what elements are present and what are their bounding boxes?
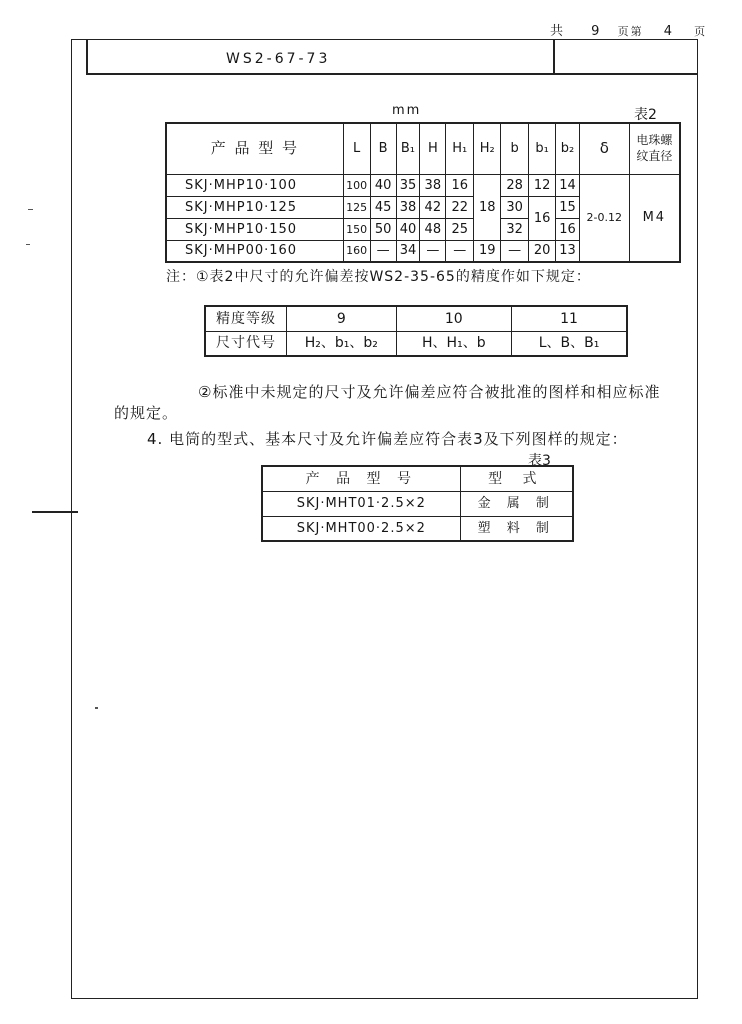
cell-H1: 25 bbox=[446, 218, 474, 240]
page-current-prefix: 第 bbox=[630, 25, 644, 38]
precision-code-row bbox=[205, 331, 627, 356]
cell-B1: 40 bbox=[396, 218, 420, 240]
cell-H2-merged: 18 bbox=[474, 174, 501, 240]
header-thread-diameter: 电珠螺纹直径 bbox=[629, 123, 680, 174]
header-b2: b₂ bbox=[556, 123, 580, 174]
cell-b2: 13 bbox=[556, 240, 580, 262]
cell-L: 100 bbox=[343, 174, 370, 196]
cell-L: 150 bbox=[343, 218, 370, 240]
cell-H1: 22 bbox=[446, 196, 474, 218]
cell-b: 30 bbox=[501, 196, 529, 218]
header-B: B bbox=[370, 123, 396, 174]
table3-header-row bbox=[262, 466, 573, 491]
codes-grade-10: H、H₁、b bbox=[396, 331, 511, 356]
table-3 bbox=[261, 465, 574, 542]
cell-b: 32 bbox=[501, 218, 529, 240]
header-left-edge bbox=[86, 39, 88, 74]
grade-10: 10 bbox=[396, 306, 511, 331]
codes-grade-9: H₂、b₁、b₂ bbox=[287, 331, 397, 356]
page-total: 9 bbox=[591, 24, 602, 39]
codes-grade-11: L、B、B₁ bbox=[512, 331, 627, 356]
cell-B: 50 bbox=[370, 218, 396, 240]
cell-model: SKJ·MHP10·150 bbox=[166, 218, 343, 240]
page-counter bbox=[550, 20, 707, 39]
header-b1: b₁ bbox=[529, 123, 556, 174]
header-model: 产 品 型 号 bbox=[262, 466, 460, 491]
note-1: 注：①表2中尺寸的允许偏差按WS2-35-65的精度作如下规定： bbox=[166, 269, 591, 285]
document-code: WS2-67-73 bbox=[226, 51, 331, 67]
precision-table bbox=[204, 305, 628, 357]
header-H1: H₁ bbox=[446, 123, 474, 174]
cell-H: — bbox=[420, 240, 446, 262]
header-divider bbox=[86, 73, 698, 75]
cell-H: 48 bbox=[420, 218, 446, 240]
item-4: 4. 电筒的型式、基本尺寸及允许偏差应符合表3及下列图样的规定： bbox=[147, 430, 628, 448]
table2-header-row bbox=[166, 123, 680, 174]
cell-model: SKJ·MHT00·2.5×2 bbox=[262, 516, 460, 541]
header-model: 产 品 型 号 bbox=[166, 123, 343, 174]
cell-model: SKJ·MHT01·2.5×2 bbox=[262, 491, 460, 516]
cell-model: SKJ·MHP00·160 bbox=[166, 240, 343, 262]
page-unit-2: 页 bbox=[694, 25, 708, 38]
cell-B1: 34 bbox=[396, 240, 420, 262]
cell-b1: 12 bbox=[529, 174, 556, 196]
note-2-line-1: ②标准中未规定的尺寸及允许偏差应符合被批准的图样和相应标准 bbox=[198, 383, 661, 401]
binding-line bbox=[32, 511, 78, 513]
table-row bbox=[262, 516, 573, 541]
cell-b1: 20 bbox=[529, 240, 556, 262]
header-type: 型 式 bbox=[460, 466, 573, 491]
cell-H1: 16 bbox=[446, 174, 474, 196]
cell-b: — bbox=[501, 240, 529, 262]
precision-grade-label: 精度等级 bbox=[205, 306, 287, 331]
margin-mark bbox=[26, 244, 30, 245]
margin-mark bbox=[95, 707, 98, 709]
cell-model: SKJ·MHP10·125 bbox=[166, 196, 343, 218]
table-row bbox=[262, 491, 573, 516]
cell-B1: 38 bbox=[396, 196, 420, 218]
dimension-code-label: 尺寸代号 bbox=[205, 331, 287, 356]
grade-11: 11 bbox=[512, 306, 627, 331]
cell-type: 塑 料 制 bbox=[460, 516, 573, 541]
header-vertical-divider bbox=[553, 39, 555, 74]
cell-model: SKJ·MHP10·100 bbox=[166, 174, 343, 196]
header-H2: H₂ bbox=[474, 123, 501, 174]
cell-thread-merged: M4 bbox=[629, 174, 680, 262]
note-2-line-2: 的规定。 bbox=[114, 404, 179, 422]
page-unit: 页 bbox=[617, 25, 631, 38]
page-current: 4 bbox=[663, 24, 674, 39]
cell-B: 45 bbox=[370, 196, 396, 218]
header-H: H bbox=[420, 123, 446, 174]
cell-H: 42 bbox=[420, 196, 446, 218]
cell-type: 金 属 制 bbox=[460, 491, 573, 516]
table2-unit: mm bbox=[392, 103, 422, 118]
cell-b1-merged: 16 bbox=[529, 196, 556, 240]
cell-b2: 16 bbox=[556, 218, 580, 240]
header-b: b bbox=[501, 123, 529, 174]
cell-H2: 19 bbox=[474, 240, 501, 262]
header-delta: δ bbox=[579, 123, 629, 174]
cell-L: 125 bbox=[343, 196, 370, 218]
table2-caption: 表2 bbox=[634, 107, 657, 123]
cell-B: — bbox=[370, 240, 396, 262]
grade-9: 9 bbox=[287, 306, 397, 331]
header-B1: B₁ bbox=[396, 123, 420, 174]
precision-grade-row bbox=[205, 306, 627, 331]
table3-caption: 表3 bbox=[528, 453, 551, 469]
margin-mark bbox=[28, 209, 33, 210]
header-L: L bbox=[343, 123, 370, 174]
cell-L: 160 bbox=[343, 240, 370, 262]
cell-delta-merged: 2-0.12 bbox=[579, 174, 629, 262]
cell-H: 38 bbox=[420, 174, 446, 196]
cell-b: 28 bbox=[501, 174, 529, 196]
table-2 bbox=[165, 122, 681, 263]
cell-B: 40 bbox=[370, 174, 396, 196]
table-row bbox=[166, 174, 680, 196]
cell-b2: 14 bbox=[556, 174, 580, 196]
cell-H1: — bbox=[446, 240, 474, 262]
cell-B1: 35 bbox=[396, 174, 420, 196]
page-total-prefix: 共 bbox=[550, 24, 566, 39]
cell-b2: 15 bbox=[556, 196, 580, 218]
